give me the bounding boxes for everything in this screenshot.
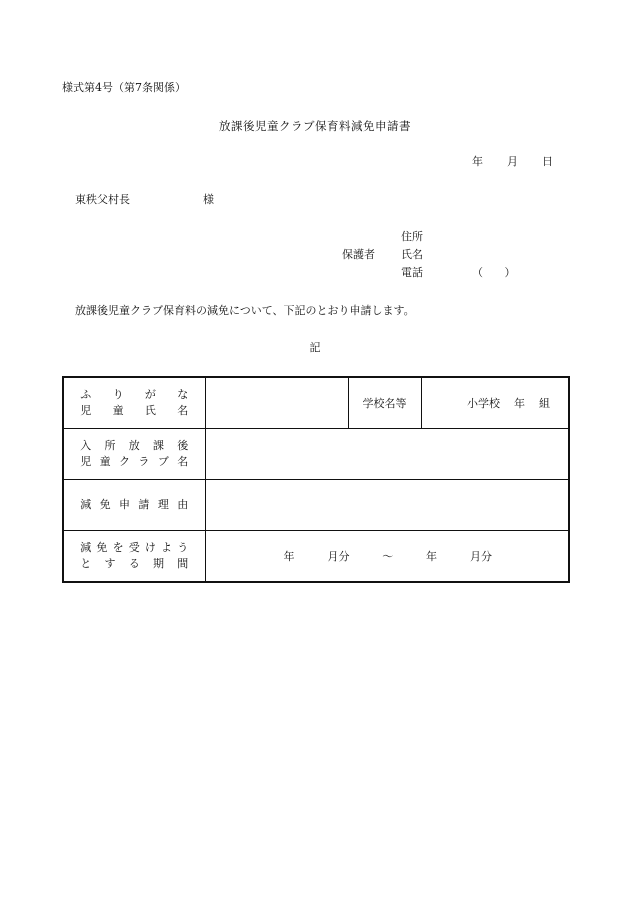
period-tilde: 〜 [382, 550, 394, 563]
child-name-label-cell [63, 377, 205, 429]
school-input-cell[interactable] [421, 377, 569, 429]
label-char: う [177, 541, 189, 554]
club-name-input-cell[interactable] [205, 429, 569, 480]
table-row-club-name [63, 429, 569, 480]
form-reference: 様式第4号（第7条関係） [62, 81, 186, 94]
period-label-line1 [80, 540, 188, 556]
label-char: 童 [99, 455, 111, 468]
furigana-label [80, 387, 188, 403]
label-char: が [144, 388, 156, 401]
label-char: を [112, 541, 124, 554]
label-char: 申 [119, 498, 131, 511]
reason-label-cell [63, 480, 205, 531]
addressee-name: 東秩父村長 [75, 193, 130, 206]
applicant-label: 保護者 [342, 248, 375, 261]
label-char: 受 [128, 541, 140, 554]
label-char: よ [161, 541, 173, 554]
label-char: 童 [112, 404, 124, 417]
school-label: 学校名等 [362, 397, 407, 410]
table-row-period [63, 531, 569, 583]
class-label: 組 [539, 397, 550, 410]
label-char: 免 [96, 541, 108, 554]
label-char: 間 [177, 557, 189, 570]
label-char: 名 [177, 455, 189, 468]
label-char: す [104, 557, 116, 570]
phone-label: 電話 [401, 266, 423, 279]
label-char: 由 [177, 498, 189, 511]
period-end: 年 月分 [426, 550, 492, 563]
grade-label: 年 [514, 397, 525, 410]
label-char: な [177, 388, 189, 401]
label-char: 児 [80, 404, 92, 417]
label-char: 請 [138, 498, 150, 511]
label-char: ラ [138, 455, 150, 468]
label-char: 所 [104, 439, 116, 452]
table-row-child-name [63, 377, 569, 429]
label-char: 課 [153, 439, 164, 452]
label-char: 名 [177, 404, 189, 417]
label-char: 後 [177, 439, 189, 452]
period-input-cell[interactable] [205, 531, 569, 583]
label-char: 放 [128, 439, 140, 452]
label-char: 氏 [144, 404, 156, 417]
application-form-table [62, 376, 570, 583]
label-char: 児 [80, 455, 92, 468]
label-char: ブ [157, 455, 169, 468]
date-month-label: 月 [507, 155, 518, 168]
label-char: り [112, 388, 124, 401]
name-label: 氏名 [401, 248, 423, 261]
label-char: ク [119, 455, 131, 468]
club-name-label-cell [63, 429, 205, 480]
club-label-line2 [80, 454, 188, 470]
ki-heading: 記 [309, 341, 321, 354]
club-label-line1 [80, 438, 188, 454]
reason-input-cell[interactable] [205, 480, 569, 531]
label-char: 減 [80, 498, 92, 511]
label-char: 期 [153, 557, 164, 570]
child-name-input-cell[interactable] [205, 377, 348, 429]
application-statement: 放課後児童クラブ保育料の減免について、下記のとおり申請します。 [75, 304, 415, 317]
label-char: 減 [80, 541, 92, 554]
phone-area-code-paren: （ ） [472, 266, 516, 279]
school-suffix: 小学校 [467, 397, 500, 410]
label-char: 理 [157, 498, 169, 511]
address-label: 住所 [401, 230, 423, 243]
period-start: 年 月分 [283, 550, 350, 563]
label-char: 入 [80, 439, 92, 452]
label-char: け [144, 541, 156, 554]
label-char: と [80, 557, 92, 570]
label-char: 免 [99, 498, 111, 511]
document-title: 放課後児童クラブ保育料減免申請書 [219, 119, 411, 133]
child-name-label [80, 403, 188, 419]
date-year-label: 年 [472, 155, 483, 168]
school-label-cell [348, 377, 421, 429]
reason-label [80, 497, 188, 513]
label-char: ふ [80, 388, 92, 401]
date-day-label: 日 [542, 155, 553, 168]
period-label-cell [63, 531, 205, 583]
label-char: る [128, 557, 140, 570]
addressee-honorific: 様 [203, 193, 214, 206]
period-label-line2 [80, 556, 188, 572]
table-row-reason [63, 480, 569, 531]
